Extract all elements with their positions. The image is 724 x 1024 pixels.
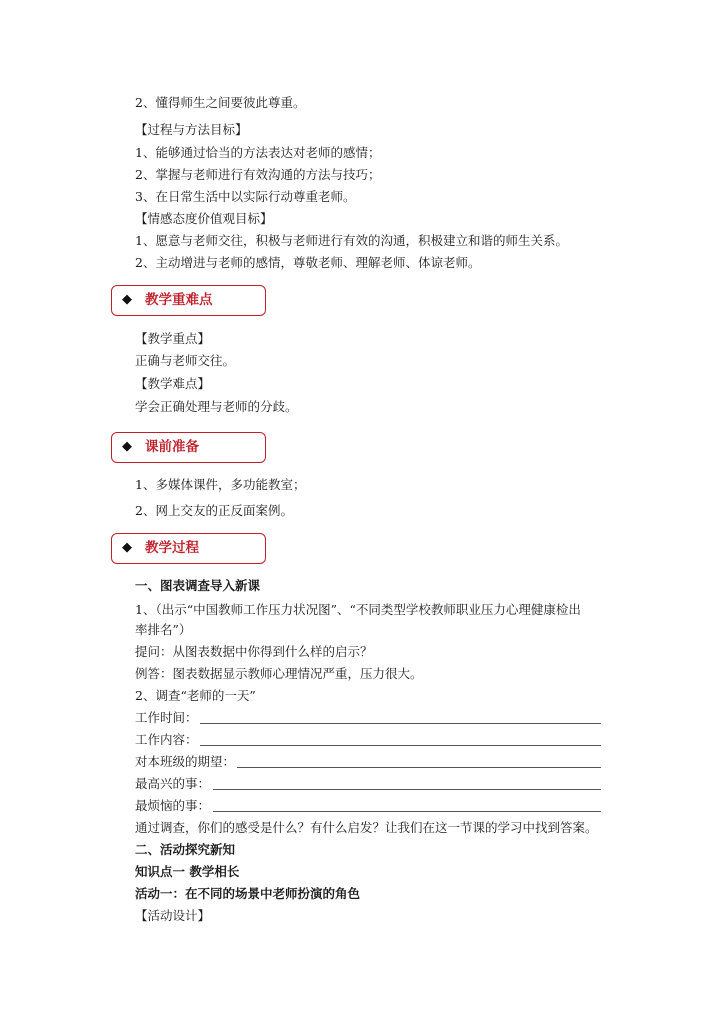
part-one-heading: 一、图表调查导入新课: [135, 578, 261, 593]
section-header-preparation: [111, 432, 266, 463]
difficult-point-text: 学会正确处理与老师的分歧。: [135, 399, 298, 414]
question-text: 提问：从图表数据中你得到什么样的启示？: [135, 644, 373, 659]
diamond-bullet-icon: ◆: [122, 540, 132, 555]
chart-intro-line-1: 1、（出示“中国教师工作压力状况图”、“不同类型学校教师职业压力心理健康检出: [135, 602, 581, 617]
key-point-heading: 【教学重点】: [135, 331, 211, 346]
emotion-goal-2: 2、主动增进与老师的感情，尊敬老师、理解老师、体谅老师。: [135, 255, 481, 270]
preparation-item-2: 2、网上交友的正反面案例。: [135, 503, 293, 518]
section-header-key-difficult-points: [111, 285, 266, 316]
emotion-goal-1: 1、愿意与老师交往，积极与老师进行有效的沟通，积极建立和谐的师生关系。: [135, 233, 568, 248]
process-method-goal-heading: 【过程与方法目标】: [135, 122, 248, 137]
example-answer: 例答：图表数据显示教师心理情况严重，压力很大。: [135, 666, 423, 681]
survey-work-time-label: 工作时间：: [135, 710, 198, 725]
section-title: 教学过程: [145, 540, 199, 556]
work-content-blank-line: [200, 745, 601, 746]
survey-reflection: 通过调查，你们的感受是什么？有什么启发？让我们在这一节课的学习中找到答案。: [135, 820, 598, 835]
part-two-heading: 二、活动探究新知: [135, 842, 236, 857]
diamond-bullet-icon: ◆: [122, 439, 132, 454]
chart-intro-line-2: 率排名”）: [135, 622, 192, 637]
difficult-point-heading: 【教学难点】: [135, 376, 211, 391]
process-goal-3: 3、在日常生活中以实际行动尊重老师。: [135, 189, 356, 204]
knowledge-point-one-heading: 知识点一 教学相长: [135, 864, 240, 879]
work-time-blank-line: [200, 723, 601, 724]
process-goal-1: 1、能够通过恰当的方法表达对老师的感情；: [135, 145, 381, 160]
key-point-text: 正确与老师交往。: [135, 353, 236, 368]
survey-happiest-label: 最高兴的事：: [135, 776, 211, 791]
activity-design-heading: 【活动设计】: [135, 908, 211, 923]
preparation-item-1: 1、多媒体课件，多功能教室；: [135, 477, 306, 492]
process-goal-2: 2、掌握与老师进行有效沟通的方法与技巧；: [135, 167, 381, 182]
happiest-blank-line: [213, 789, 601, 790]
survey-heading: 2、调查“老师的一天”: [135, 688, 256, 703]
diamond-bullet-icon: ◆: [122, 292, 132, 307]
section-title: 教学重难点: [145, 292, 213, 308]
knowledge-goal-2: 2、懂得师生之间要彼此尊重。: [135, 95, 306, 110]
section-title: 课前准备: [145, 439, 199, 455]
survey-annoying-label: 最烦恼的事：: [135, 798, 211, 813]
expectation-blank-line: [237, 767, 601, 768]
survey-expectation-label: 对本班级的期望：: [135, 754, 236, 769]
annoying-blank-line: [213, 811, 601, 812]
activity-one-heading: 活动一：在不同的场景中老师扮演的角色: [135, 886, 361, 901]
emotion-goal-heading: 【情感态度价值观目标】: [135, 211, 273, 226]
section-header-teaching-process: [111, 533, 266, 564]
survey-work-content-label: 工作内容：: [135, 732, 198, 747]
